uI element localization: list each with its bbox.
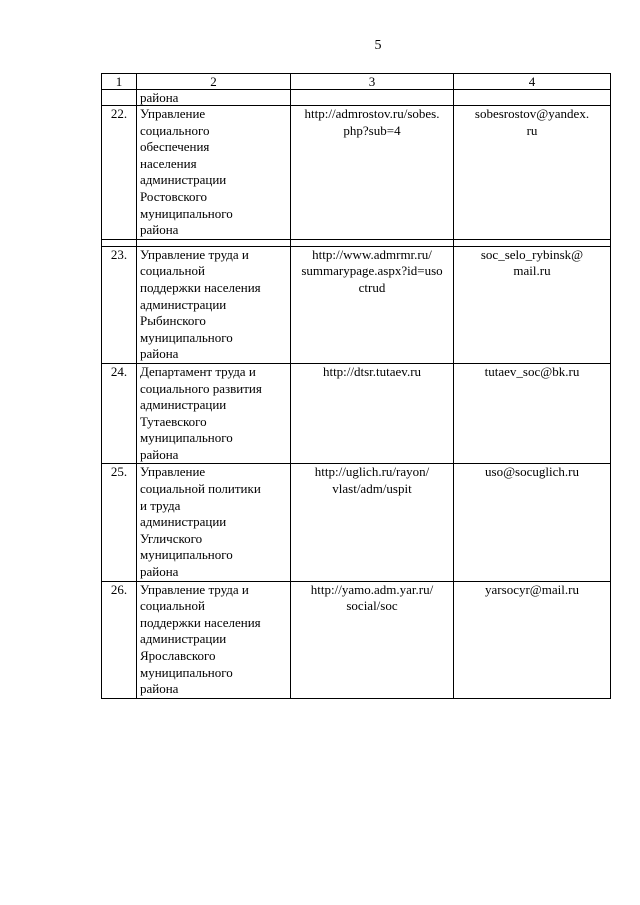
organizations-table [101, 73, 611, 699]
organization-name-line: социальной политики [140, 481, 261, 497]
organization-name [137, 106, 291, 240]
table-body [102, 106, 611, 699]
row-number: 24. [102, 363, 137, 464]
continuation-row [102, 90, 611, 106]
email-address-line: uso@socuglich.ru [485, 464, 579, 480]
website-url [291, 106, 454, 240]
email-address-line: tutaev_soc@bk.ru [484, 363, 580, 379]
email-address-line: yarsocyr@mail.ru [485, 581, 579, 597]
row-spacer-cell [102, 239, 137, 246]
row-number: 26. [102, 581, 137, 698]
email-address [454, 246, 611, 363]
organization-name-line: Управление [140, 464, 206, 480]
organization-name-line: населения [140, 155, 197, 171]
email-address-line: soc_selo_rybinsk@ [480, 246, 584, 262]
continuation-cell-email [454, 90, 611, 106]
website-url-line: vlast/adm/uspit [332, 481, 412, 497]
website-url-line: http://www.admrmr.ru/ [312, 246, 432, 262]
organization-name [137, 363, 291, 464]
organization-name-line: муниципального [140, 547, 233, 563]
organization-name-line: Угличского [140, 530, 203, 546]
email-address-line: mail.ru [513, 263, 551, 279]
organization-name [137, 464, 291, 581]
website-url [291, 363, 454, 464]
row-number: 23. [102, 246, 137, 363]
table-row [102, 464, 611, 581]
website-url-line: http://admrostov.ru/sobes. [304, 106, 440, 121]
website-url [291, 246, 454, 363]
continuation-cell-name: района [137, 90, 291, 106]
table-row [102, 246, 611, 363]
organization-name-line: Рыбинского [140, 313, 206, 329]
organization-name-line: администрации [140, 172, 227, 188]
website-url-line: http://uglich.ru/rayon/ [314, 464, 430, 480]
website-url [291, 464, 454, 581]
row-spacer-cell [291, 239, 454, 246]
email-address [454, 363, 611, 464]
row-spacer-cell [454, 239, 611, 246]
table-row [102, 106, 611, 240]
organization-name-line: Управление труда и [140, 581, 249, 597]
organization-name-line: района [140, 446, 179, 462]
organization-name-line: района [140, 222, 179, 238]
organization-name-line: Управление труда и [140, 246, 249, 262]
organization-name-line: социального развития [140, 380, 262, 396]
organization-name [137, 581, 291, 698]
website-url-line: summarypage.aspx?id=uso [301, 263, 443, 279]
row-spacer [102, 239, 611, 246]
organization-name-line: администрации [140, 397, 227, 413]
organization-name-line: социальной [140, 263, 205, 279]
organization-name-line: Ярославского [140, 648, 216, 663]
column-number-4: 4 [454, 74, 611, 90]
organization-name-line: и труда [140, 497, 181, 513]
website-url [291, 581, 454, 698]
organization-name-line: администрации [140, 514, 227, 530]
organization-name-line: администрации [140, 296, 227, 312]
organization-name-line: поддержки населения [140, 614, 261, 630]
organization-name-line: муниципального [140, 664, 233, 680]
organization-name-line: Ростовского [140, 188, 208, 204]
organization-name-line: поддержки населения [140, 279, 261, 295]
organization-name-line: района [140, 564, 179, 580]
column-number-2: 2 [137, 74, 291, 90]
organization-name-line: Управление [140, 106, 206, 121]
website-url-line: http://dtsr.tutaev.ru [322, 363, 422, 379]
website-url-line: php?sub=4 [343, 122, 401, 138]
organization-name-line: администрации [140, 631, 227, 647]
organization-name-line: Тутаевского [140, 413, 207, 429]
organization-name-line: социальной [140, 598, 205, 614]
column-number-3: 3 [291, 74, 454, 90]
organization-name-line: Департамент труда и [140, 363, 256, 379]
row-number: 22. [102, 106, 137, 240]
continuation-cell-url [291, 90, 454, 106]
row-number: 25. [102, 464, 137, 581]
organization-name-line: района [140, 681, 179, 697]
website-url-line: social/soc [346, 598, 398, 614]
table-row [102, 581, 611, 698]
organization-name-line: муниципального [140, 329, 233, 345]
organization-name-line: муниципального [140, 205, 233, 221]
continuation-cell-num [102, 90, 137, 106]
email-address [454, 464, 611, 581]
page-number: 5 [374, 38, 382, 53]
email-address-line: ru [526, 122, 538, 138]
column-number-1: 1 [102, 74, 137, 90]
email-address [454, 581, 611, 698]
website-url-line: ctrud [358, 279, 386, 295]
row-spacer-cell [137, 239, 291, 246]
organization-name-line: муниципального [140, 430, 233, 446]
organization-name-line: обеспечения [140, 139, 210, 155]
table-header-row [102, 74, 611, 90]
website-url-line: http://yamo.adm.yar.ru/ [310, 581, 434, 597]
organization-name-line: социального [140, 122, 210, 138]
email-address-line: sobesrostov@yandex. [474, 106, 590, 121]
email-address [454, 106, 611, 240]
organization-name-line: района [140, 346, 179, 362]
table-row [102, 363, 611, 464]
organization-name [137, 246, 291, 363]
